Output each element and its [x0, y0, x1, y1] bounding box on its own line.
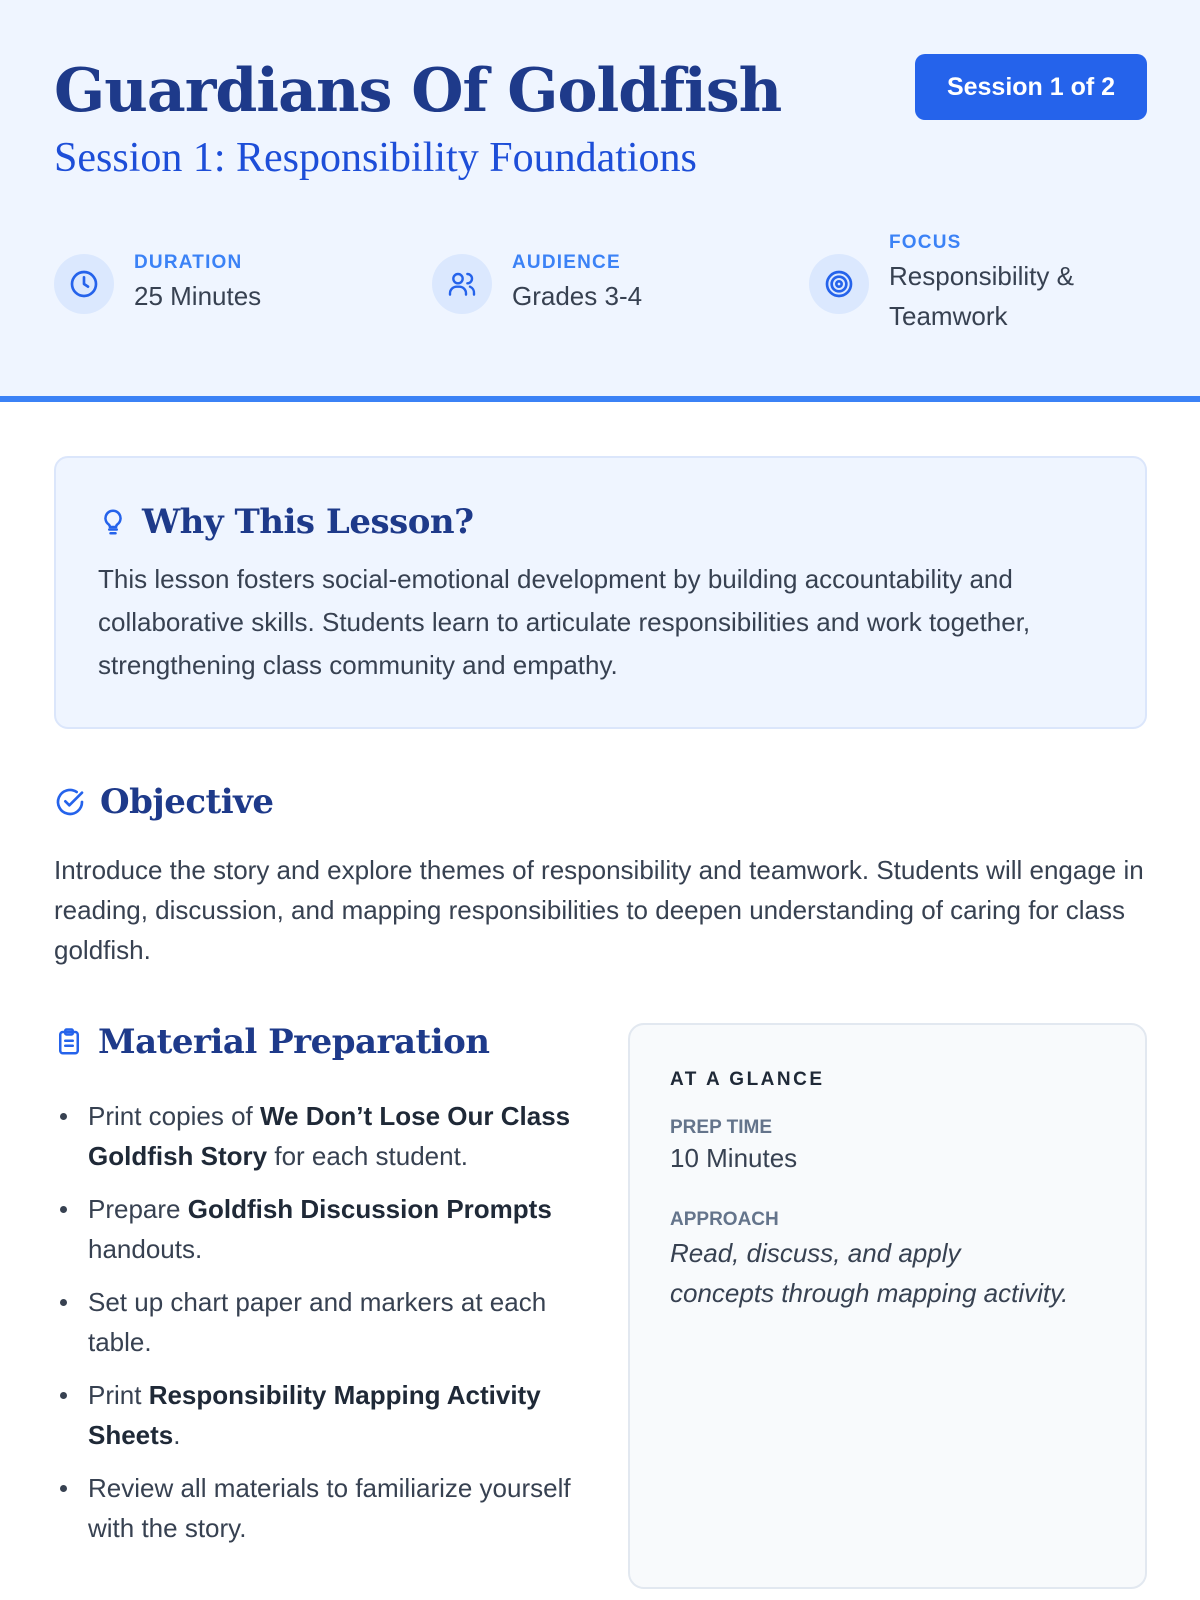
list-item: Review all materials to familiarize yourself with the story. [54, 1468, 594, 1548]
list-item: Set up chart paper and markers at each table. [54, 1282, 594, 1362]
section-title: Why This Lesson? [142, 502, 474, 542]
meta-value: 25 Minutes [134, 281, 262, 311]
section-title: Material Preparation [98, 1022, 490, 1062]
target-icon [809, 254, 869, 314]
users-icon [432, 254, 492, 314]
why-text: This lesson fosters social-emotional development by building accountability and collaborative skills. Students learn to articulate responsibilities and work together, strengthening class community and empathy. [98, 564, 1031, 680]
check-circle-icon [54, 786, 86, 818]
why-lesson-card [54, 456, 1147, 729]
list-item: Print Responsibility Mapping Activity Sheets. [54, 1375, 594, 1455]
clipboard-icon [54, 1026, 84, 1058]
meta-label: DURATION [134, 252, 243, 273]
page-title: Guardians Of Goldfish [54, 56, 782, 126]
prep-time-label: PREP TIME [670, 1117, 773, 1138]
meta-label: FOCUS [889, 232, 962, 253]
approach-label: APPROACH [670, 1209, 779, 1230]
meta-value: Grades 3-4 [512, 281, 643, 311]
approach-value: Read, discuss, and apply concepts through mapping activity. [670, 1238, 1069, 1308]
glance-title: AT A GLANCE [670, 1069, 825, 1090]
lightbulb-icon [98, 505, 128, 539]
page-subtitle: Session 1: Responsibility Foundations [54, 135, 697, 181]
list-item: Print copies of We Don’t Lose Our Class Goldfish Story for each student. [54, 1096, 594, 1176]
materials-heading [54, 1022, 490, 1062]
at-a-glance-card [628, 1023, 1147, 1589]
clock-icon [54, 254, 114, 314]
objective-text: Introduce the story and explore themes of responsibility and teamwork. Students will engage in reading, discussion, and mapping responsibilities to deepen understanding of caring for class goldfish. [54, 855, 1144, 965]
section-title: Objective [100, 782, 274, 822]
session-badge: Session 1 of 2 [915, 54, 1147, 120]
meta-value: Responsibility & Teamwork [889, 261, 1074, 331]
materials-list [54, 1096, 594, 1561]
meta-label: AUDIENCE [512, 252, 621, 273]
objective-heading [54, 782, 274, 822]
why-heading [98, 502, 474, 542]
lesson-header [0, 0, 1200, 402]
list-item: Prepare Goldfish Discussion Prompts handouts. [54, 1189, 594, 1269]
prep-time-value: 10 Minutes [670, 1143, 798, 1173]
